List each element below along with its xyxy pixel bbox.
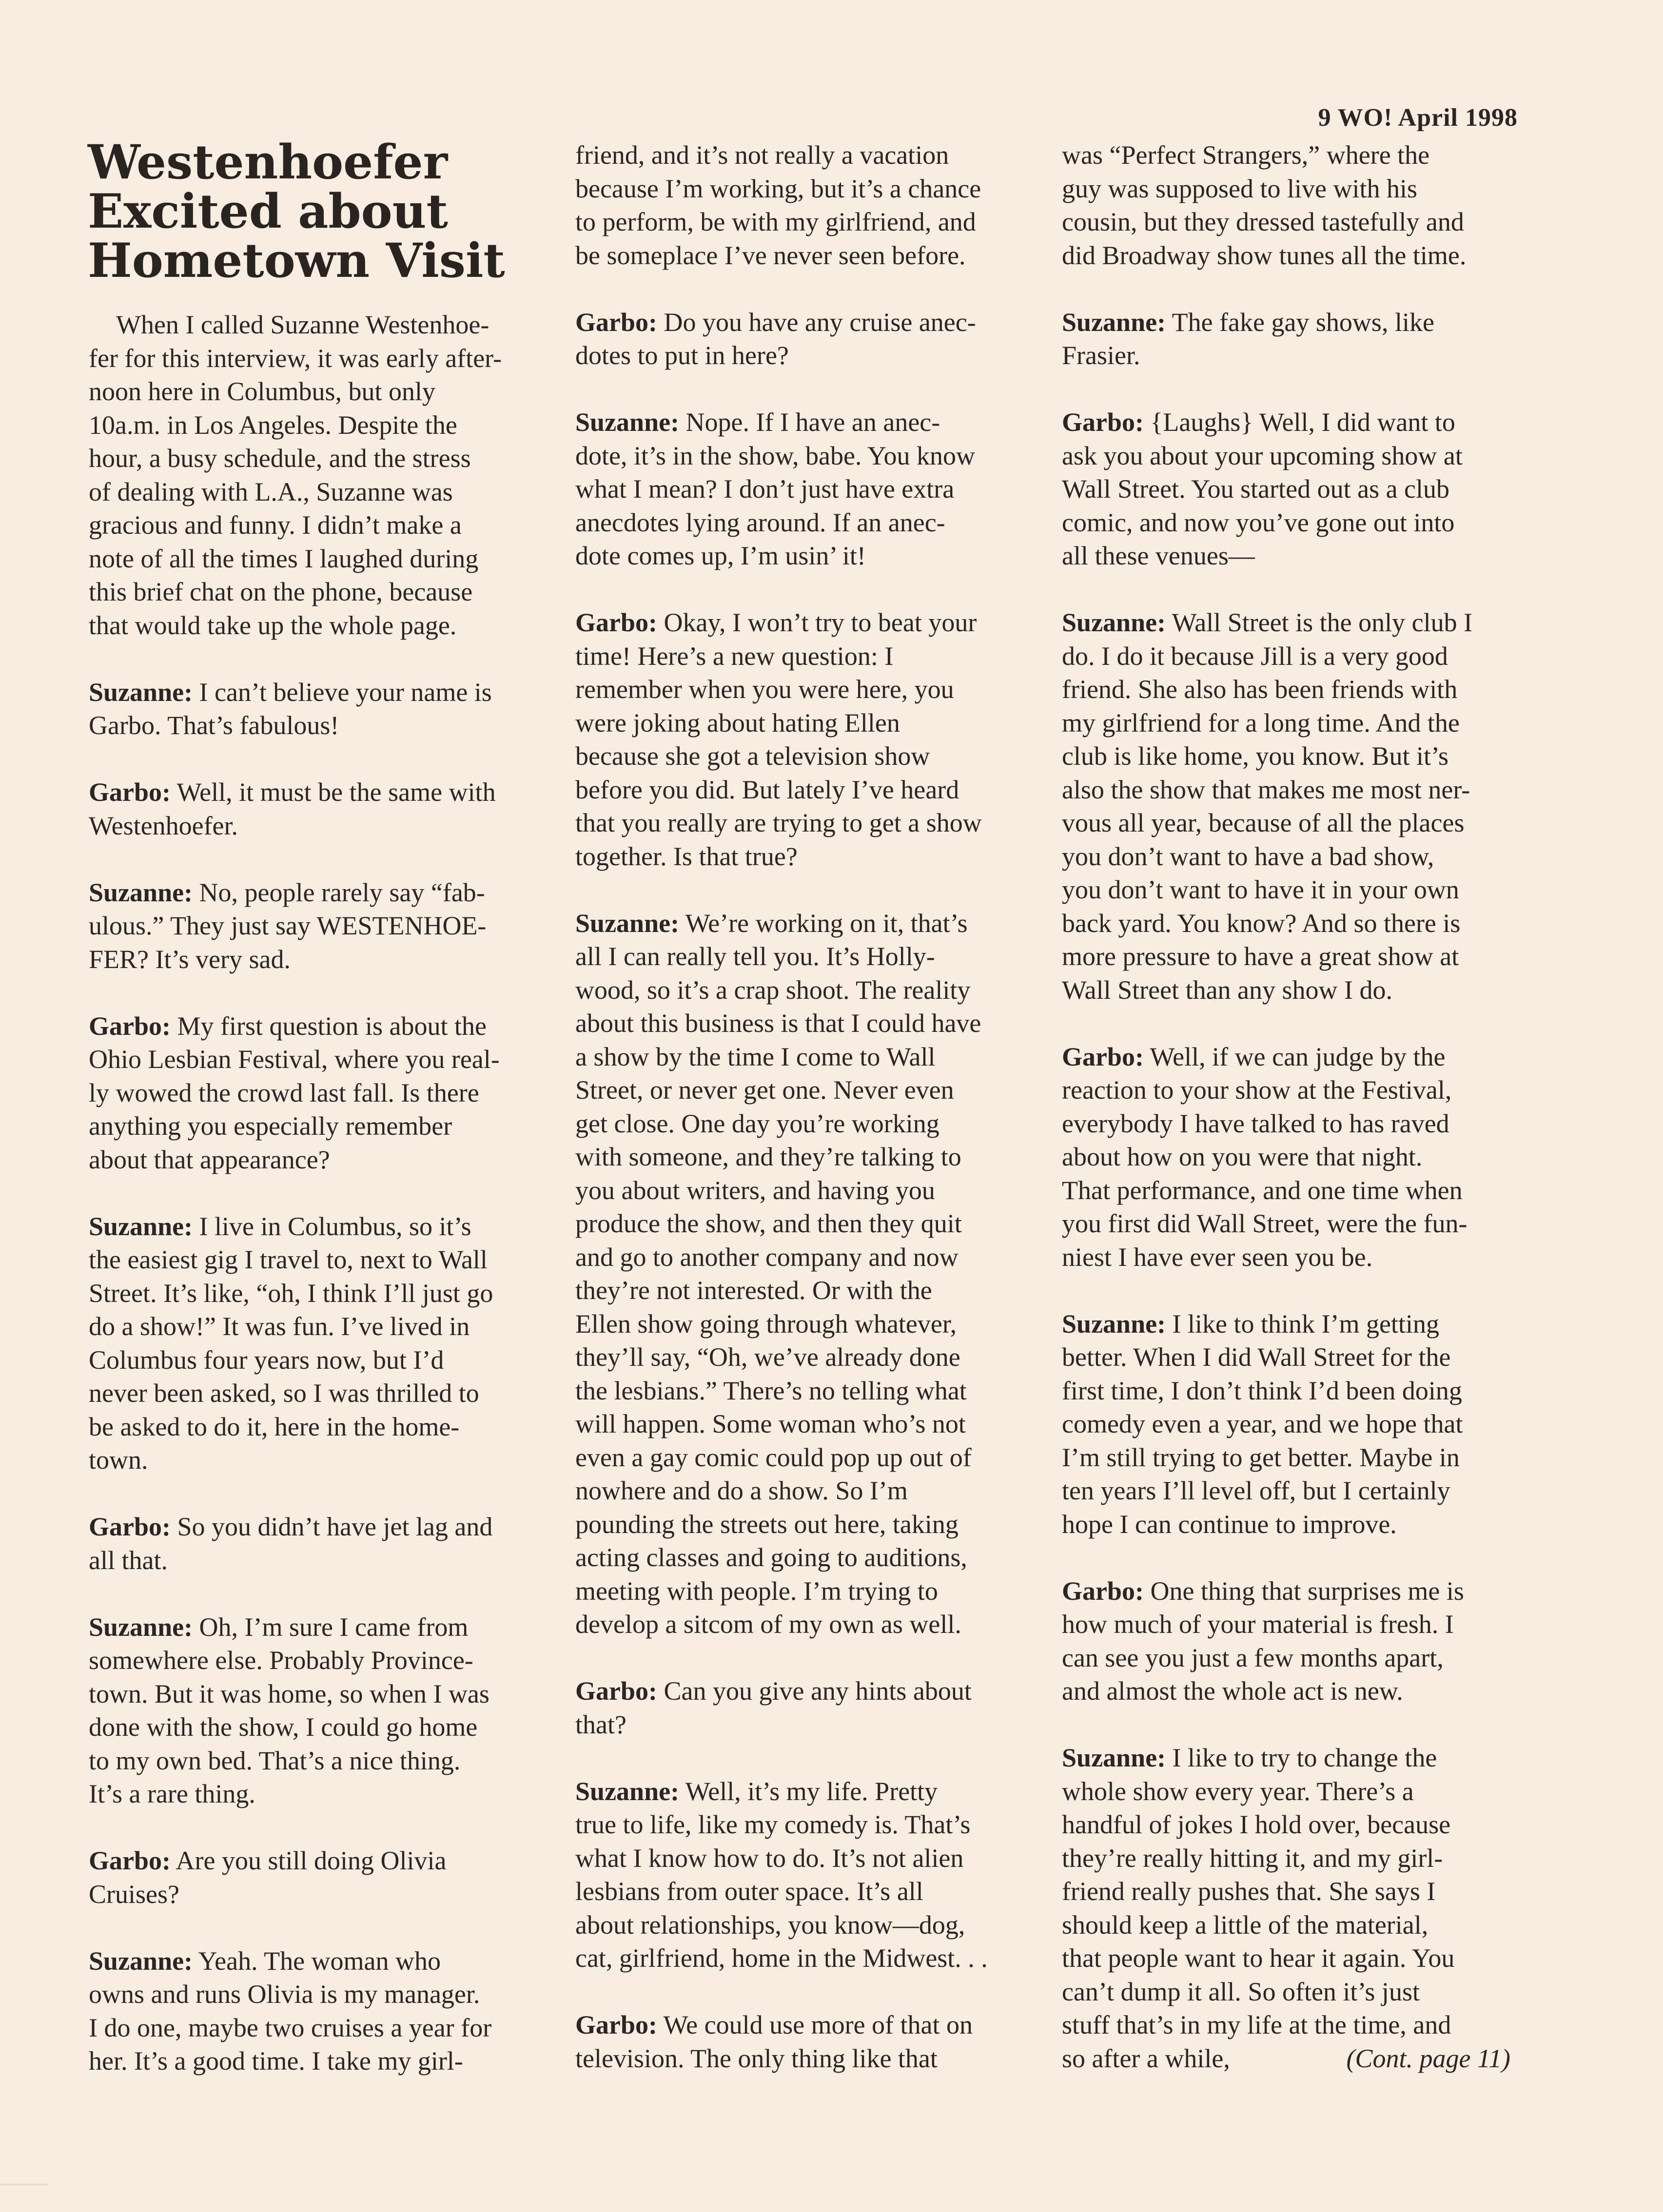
paragraph-text: Well, it must be the same with Westenhoefer. xyxy=(89,777,496,840)
paragraph-text: Are you still doing Olivia Cruises? xyxy=(89,1846,447,1909)
paragraph-text: Nope. If I have an anec- dote, it’s in the show, babe. You know what I mean? I don’t just have extra anecdotes lying around. If an anec- dote comes up, I’m usin’ it! xyxy=(575,407,975,570)
paragraph-text: I like to think I’m getting better. When I did Wall Street for the first time, I don’t think I’d been doing comedy even a year, and we hope that I’m still trying to get better. Maybe in ten years I’ll level off, but I certainly hope I can continue to improve. xyxy=(1062,1309,1463,1539)
interview-paragraph xyxy=(1062,406,1530,573)
paragraph-text: I live in Columbus, so it’s the easiest gig I travel to, next to Wall Street. It’s like, “oh, I think I’ll just go do a show!” It was fun. I’ve lived in Columbus four years now, but I’d never been asked, so I was thrilled to be asked to do it, here in the home- town. xyxy=(89,1211,493,1475)
speaker-name: Garbo: xyxy=(575,1676,657,1706)
speaker-name: Suzanne: xyxy=(89,1946,193,1976)
paragraph-text: So you didn’t have jet lag and all that. xyxy=(89,1512,493,1575)
speaker-name: Suzanne: xyxy=(89,1612,193,1642)
interview-paragraph xyxy=(1062,1040,1530,1274)
interview-paragraph xyxy=(89,676,557,742)
speaker-name: Garbo: xyxy=(89,1011,171,1041)
interview-paragraph xyxy=(89,776,557,842)
interview-paragraph xyxy=(575,2008,1043,2075)
interview-paragraph xyxy=(89,1610,557,1811)
text-column-3 xyxy=(1062,138,1530,2109)
paragraph-text: Yeah. The woman who owns and runs Olivia is my manager. I do one, maybe two cruises a year for her. It’s a good time. I take my girl- xyxy=(89,1946,492,2076)
speaker-name: Garbo: xyxy=(575,608,657,637)
interview-paragraph xyxy=(575,406,1043,573)
interview-paragraph xyxy=(89,876,557,976)
article-title xyxy=(88,135,505,288)
title-line: Excited about xyxy=(88,184,448,239)
interview-paragraph xyxy=(575,1674,1043,1741)
speaker-name: Garbo: xyxy=(1062,1576,1144,1606)
interview-paragraph xyxy=(89,1510,557,1577)
paragraph-text: No, people rarely say “fab- ulous.” They just say WESTENHOE- FER? It’s very sad. xyxy=(89,877,487,974)
interview-paragraph xyxy=(1062,1741,1530,2075)
body-paragraph xyxy=(1062,138,1530,272)
speaker-name: Suzanne: xyxy=(575,407,680,437)
interview-paragraph xyxy=(89,1844,557,1911)
paragraph-text: Oh, I’m sure I came from somewhere else. Probably Province- town. But it was home, so when I was done with the show, I could go home to my own bed. That’s a nice thing. It’s a rare thing. xyxy=(89,1612,489,1808)
paragraph-text: Do you have any cruise anec- dotes to put in here? xyxy=(575,307,976,370)
paragraph-text: Well, if we can judge by the reaction to your show at the Festival, everybody I have talked to has raved about how on you were that night. That performance, and one time when you first did Wall Street, were the fun- niest I have ever seen you be. xyxy=(1062,1042,1467,1272)
interview-paragraph xyxy=(89,1009,557,1177)
speaker-name: Suzanne: xyxy=(1062,307,1166,337)
speaker-name: Suzanne: xyxy=(89,877,193,907)
speaker-name: Garbo: xyxy=(575,307,657,337)
paragraph-text: Okay, I won’t try to beat your time! Here’s a new question: I remember when you were here, you were joking about hating Ellen because she got a television show before you did. But lately I’ve heard that you really are trying to get a show together. Is that true? xyxy=(575,608,982,871)
speaker-name: Garbo: xyxy=(89,1512,171,1541)
interview-paragraph xyxy=(1062,606,1530,1007)
interview-paragraph xyxy=(1062,306,1530,372)
paragraph-text: friend, and it’s not really a vacation because I’m working, but it’s a chance to perform, be with my girlfriend, and be someplace I’ve never seen before. xyxy=(575,140,981,270)
interview-paragraph xyxy=(1062,1574,1530,1708)
paragraph-text: One thing that surprises me is how much of your material is fresh. I can see you just a few months apart, and almost the whole act is new. xyxy=(1062,1576,1464,1706)
speaker-name: Garbo: xyxy=(1062,407,1144,437)
page-header: 9 WO! April 1998 xyxy=(1318,104,1518,132)
speaker-name: Garbo: xyxy=(575,2010,657,2039)
speaker-name: Suzanne: xyxy=(1062,1743,1166,1772)
title-line: Westenhoefer xyxy=(88,135,448,190)
continued-note: (Cont. page 11) xyxy=(1346,2043,1510,2073)
paragraph-text: I can’t believe your name is Garbo. That’s fabulous! xyxy=(89,677,492,740)
interview-paragraph xyxy=(575,606,1043,873)
speaker-name: Suzanne: xyxy=(1062,1309,1166,1339)
scan-edge-mark xyxy=(0,2184,49,2185)
interview-paragraph xyxy=(575,907,1043,1641)
interview-paragraph xyxy=(575,1775,1043,1975)
paragraph-text: I like to try to change the whole show every year. There’s a handful of jokes I hold over, because they’re really hitting it, and my girl- friend really pushes that. She says I should keep a little of the material, that people want to hear it again. You can’t dump it all. So often it’s just stuff that’s in my life at the time, and so after a while, xyxy=(1062,1743,1455,2073)
speaker-name: Garbo: xyxy=(89,777,171,807)
speaker-name: Suzanne: xyxy=(89,677,193,707)
speaker-name: Garbo: xyxy=(89,1846,171,1875)
paragraph-text: Can you give any hints about that? xyxy=(575,1676,972,1739)
speaker-name: Suzanne: xyxy=(575,908,680,938)
interview-paragraph xyxy=(89,1944,557,2078)
paragraph-text: Well, it’s my life. Pretty true to life, like my comedy is. That’s what I know how to do. It’s not alien lesbians from outer space. It’s all about relationships, you know—dog, cat, girlfriend, home in the Midwest. . . xyxy=(575,1776,988,1973)
interview-paragraph xyxy=(1062,1307,1530,1541)
paragraph-text: We could use more of that on television. The only thing like that xyxy=(575,2010,973,2073)
text-column-2 xyxy=(575,138,1043,2109)
paragraph-text: Wall Street is the only club I do. I do it because Jill is a very good friend. She also has been friends with my girlfriend for a long time. And the club is like home, you know. But it’s also the show that makes me most ner- vous all year, because of all the places you don’t want to have a bad show, you don’t want to have it in your own back yard. You know? And so there is more pressure to have a great show at Wall Street than any show I do. xyxy=(1062,608,1473,1005)
paragraph-text: We’re working on it, that’s all I can really tell you. It’s Holly- wood, so it’s a crap shoot. The reality about this business is that I could have a show by the time I come to Wall Street, or never get one. Never even get close. One day you’re working with someone, and they’re talking to you about writers, and having you produce the show, and then they quit and go to another company and now they’re not interested. Or with the Ellen show going through whatever, they’ll say, “Oh, we’ve already done the lesbians.” There’s no telling what will happen. Some woman who’s not even a gay comic could pop up out of nowhere and do a show. So I’m pounding the streets out here, taking acting classes and going to auditions, meeting with people. I’m trying to develop a sitcom of my own as well. xyxy=(575,908,981,1639)
speaker-name: Suzanne: xyxy=(1062,608,1166,637)
paragraph-text: {Laughs} Well, I did want to ask you about your upcoming show at Wall Street. You started out as a club comic, and now you’ve gone out into all these venues— xyxy=(1062,407,1463,570)
speaker-name: Suzanne: xyxy=(575,1776,680,1806)
speaker-name: Suzanne: xyxy=(89,1211,193,1241)
paragraph-text: was “Perfect Strangers,” where the guy was supposed to live with his cousin, but they dressed tastefully and did Broadway show tunes all the time. xyxy=(1062,140,1467,270)
paragraph-text: My first question is about the Ohio Lesbian Festival, where you real- ly wowed the crowd last fall. Is there anything you especially remember about that appearance? xyxy=(89,1011,500,1174)
paragraph-text: When I called Suzanne Westenhoe- fer for this interview, it was early after- noon here in Columbus, but only 10a.m. in Los Angeles. Despite the hour, a busy schedule, and the stress of dealing with L.A., Suzanne was gracious and funny. I didn’t make a note of all the times I laughed during this brief chat on the phone, because that would take up the whole page. xyxy=(89,310,502,640)
interview-paragraph xyxy=(89,1210,557,1477)
body-paragraph xyxy=(575,138,1043,272)
interview-paragraph xyxy=(575,306,1043,372)
title-line: Hometown Visit xyxy=(88,233,505,288)
speaker-name: Garbo: xyxy=(1062,1042,1144,1071)
paragraph-text: The fake gay shows, like Frasier. xyxy=(1062,307,1434,370)
body-paragraph xyxy=(89,308,557,642)
text-column-1 xyxy=(89,308,557,2111)
